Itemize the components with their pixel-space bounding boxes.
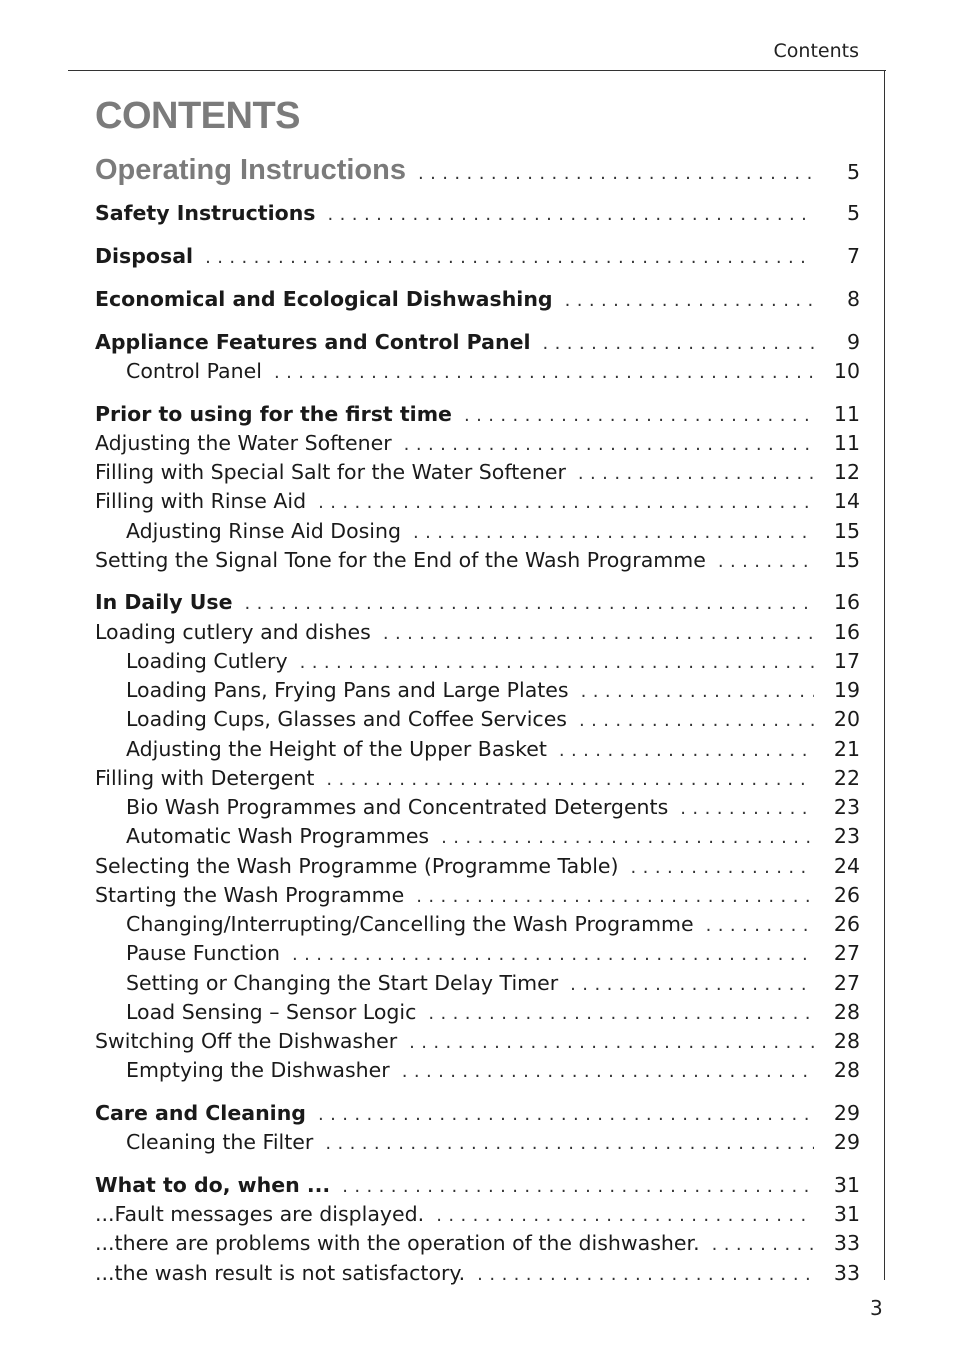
toc-entry-label: Bio Wash Programmes and Concentrated Detergents	[126, 795, 669, 819]
dot-leader	[274, 362, 814, 383]
toc-entry-page: 12	[833, 460, 860, 484]
toc-entry-page: 23	[833, 795, 860, 819]
toc-entry	[95, 1202, 860, 1230]
toc-entry-label: Loading Cutlery	[126, 649, 288, 673]
toc-entry-page: 33	[833, 1261, 860, 1285]
toc-entry-label: ...the wash result is not satisfactory.	[95, 1261, 466, 1285]
toc-entry-page: 14	[833, 489, 860, 513]
toc-entry-page: 26	[833, 912, 860, 936]
toc-entry-page: 28	[833, 1029, 860, 1053]
toc-entry	[95, 1130, 860, 1158]
dot-leader	[245, 593, 814, 614]
toc-entry-page: 20	[833, 707, 860, 731]
toc-entry-label: ...there are problems with the operation of the dishwasher.	[95, 1231, 700, 1255]
toc-entry	[95, 971, 860, 999]
dot-leader	[559, 740, 814, 761]
toc-entry-label: Prior to using for the first time	[95, 402, 452, 426]
toc-entry	[95, 1173, 860, 1201]
toc-entry-page: 7	[846, 244, 860, 268]
toc-entry	[95, 590, 860, 618]
toc-entry	[95, 201, 860, 229]
toc-entry-page: 9	[846, 330, 860, 354]
toc-entry-page: 27	[833, 971, 860, 995]
dot-leader	[428, 1003, 814, 1024]
toc-entry-label: Automatic Wash Programmes	[126, 824, 430, 848]
toc-entry	[95, 402, 860, 430]
toc-entry-page: 11	[833, 402, 860, 426]
toc-entry	[95, 941, 860, 969]
toc-entry-page: 10	[833, 359, 860, 383]
toc-entry	[95, 548, 860, 576]
toc-entry-label: Filling with Special Salt for the Water Softener	[95, 460, 566, 484]
dot-leader	[680, 798, 814, 819]
toc-entry-page: 27	[833, 941, 860, 965]
toc-entry-label: Setting the Signal Tone for the End of the Wash Programme	[95, 548, 706, 572]
toc-entry-label: Emptying the Dishwasher	[126, 1058, 390, 1082]
toc-entry	[95, 795, 860, 823]
toc-entry-page: 15	[833, 519, 860, 543]
dot-leader	[706, 915, 814, 936]
dot-leader	[543, 333, 815, 354]
toc-entry-label: Economical and Ecological Dishwashing	[95, 287, 553, 311]
toc-entry-label: Filling with Rinse Aid	[95, 489, 307, 513]
toc-entry-label: Adjusting the Height of the Upper Basket	[126, 737, 547, 761]
dot-leader	[292, 944, 814, 965]
dot-leader	[325, 1133, 814, 1154]
toc-entry-page: 17	[833, 649, 860, 673]
dot-leader	[477, 1264, 814, 1285]
toc-entry-page: 15	[833, 548, 860, 572]
toc-entry-page: 28	[833, 1058, 860, 1082]
page-number: 3	[870, 1296, 883, 1320]
toc-entry	[95, 1261, 860, 1289]
dot-leader	[441, 827, 814, 848]
toc-entry-page: 5	[846, 160, 860, 184]
toc-entry	[95, 649, 860, 677]
toc-entry-label: Switching Off the Dishwasher	[95, 1029, 398, 1053]
dot-leader	[579, 710, 814, 731]
dot-leader	[436, 1205, 814, 1226]
toc-entry	[95, 330, 860, 358]
toc-entry-label: Operating Instructions	[95, 154, 406, 186]
toc-entry-page: 28	[833, 1000, 860, 1024]
toc-entry-label: Filling with Detergent	[95, 766, 315, 790]
dot-leader	[464, 405, 814, 426]
dot-leader	[413, 522, 814, 543]
dot-leader	[402, 1061, 814, 1082]
dot-leader	[416, 886, 814, 907]
dot-leader	[318, 1104, 814, 1125]
toc-entry-label: Load Sensing – Sensor Logic	[126, 1000, 417, 1024]
toc-entry-label: Selecting the Wash Programme (Programme Table)	[95, 854, 619, 878]
toc-entry-page: 24	[833, 854, 860, 878]
dot-leader	[318, 492, 814, 513]
dot-leader	[418, 163, 814, 184]
toc-entry	[95, 431, 860, 459]
dot-leader	[581, 681, 814, 702]
toc-entry-label: Control Panel	[126, 359, 262, 383]
dot-leader	[570, 974, 814, 995]
toc-entry-page: 33	[833, 1231, 860, 1255]
toc-entry-label: Pause Function	[126, 941, 281, 965]
toc-entry	[95, 766, 860, 794]
toc-entry-label: Safety Instructions	[95, 201, 316, 225]
toc-entry-page: 29	[833, 1130, 860, 1154]
toc-entry	[95, 824, 860, 852]
dot-leader	[300, 652, 814, 673]
toc-entry	[95, 1231, 860, 1259]
toc-entry-label: In Daily Use	[95, 590, 233, 614]
toc-entry-page: 31	[833, 1202, 860, 1226]
toc-entry	[95, 244, 860, 272]
dot-leader	[712, 1234, 814, 1255]
running-header: Contents	[773, 40, 859, 62]
toc-entry	[95, 287, 860, 315]
toc-entry-label: Starting the Wash Programme	[95, 883, 405, 907]
toc-entry-label: Cleaning the Filter	[126, 1130, 314, 1154]
toc-entry	[95, 678, 860, 706]
toc-entry-page: 29	[833, 1101, 860, 1125]
toc-entry-label: Loading Cups, Glasses and Coffee Services	[126, 707, 567, 731]
page-title: CONTENTS	[95, 95, 300, 137]
toc-entry	[95, 489, 860, 517]
dot-leader	[631, 857, 814, 878]
dot-leader	[409, 1032, 814, 1053]
dot-leader	[205, 247, 814, 268]
toc-entry-page: 31	[833, 1173, 860, 1197]
dot-leader	[326, 769, 814, 790]
toc-entry-page: 16	[833, 620, 860, 644]
toc-entry-page: 26	[833, 883, 860, 907]
dot-leader	[718, 551, 814, 572]
toc-entry-label: ...Fault messages are displayed.	[95, 1202, 425, 1226]
toc-entry-page: 21	[833, 737, 860, 761]
toc-entry	[95, 883, 860, 911]
header-rule	[68, 70, 886, 71]
toc-entry-label: Changing/Interrupting/Cancelling the Wash Programme	[126, 912, 694, 936]
toc-entry	[95, 707, 860, 735]
toc-entry	[95, 620, 860, 648]
dot-leader	[328, 204, 814, 225]
toc-entry-label: What to do, when ...	[95, 1173, 331, 1197]
toc-entry	[95, 1029, 860, 1057]
dot-leader	[578, 463, 814, 484]
toc-entry	[95, 1058, 860, 1086]
toc-entry-label: Loading cutlery and dishes	[95, 620, 371, 644]
toc-entry	[95, 359, 860, 387]
toc-entry-label: Adjusting the Water Softener	[95, 431, 392, 455]
toc-entry	[95, 912, 860, 940]
toc-entry	[95, 1000, 860, 1028]
toc-entry-page: 16	[833, 590, 860, 614]
dot-leader	[565, 290, 814, 311]
toc-entry-label: Setting or Changing the Start Delay Timer	[126, 971, 559, 995]
toc-entry	[95, 154, 860, 190]
toc-entry-page: 11	[833, 431, 860, 455]
toc-entry-label: Disposal	[95, 244, 194, 268]
dot-leader	[383, 623, 814, 644]
toc-entry-label: Care and Cleaning	[95, 1101, 306, 1125]
toc-entry-page: 22	[833, 766, 860, 790]
toc-entry	[95, 1101, 860, 1129]
toc-entry	[95, 519, 860, 547]
toc-entry	[95, 460, 860, 488]
toc-entry-page: 5	[846, 201, 860, 225]
toc-entry	[95, 737, 860, 765]
toc-entry-page: 19	[833, 678, 860, 702]
side-rule	[884, 70, 885, 1280]
toc-entry-label: Adjusting Rinse Aid Dosing	[126, 519, 401, 543]
toc-entry-label: Appliance Features and Control Panel	[95, 330, 531, 354]
dot-leader	[404, 434, 814, 455]
toc-entry-page: 8	[846, 287, 860, 311]
dot-leader	[342, 1176, 814, 1197]
toc-entry-page: 23	[833, 824, 860, 848]
toc-entry	[95, 854, 860, 882]
toc-entry-label: Loading Pans, Frying Pans and Large Plates	[126, 678, 569, 702]
